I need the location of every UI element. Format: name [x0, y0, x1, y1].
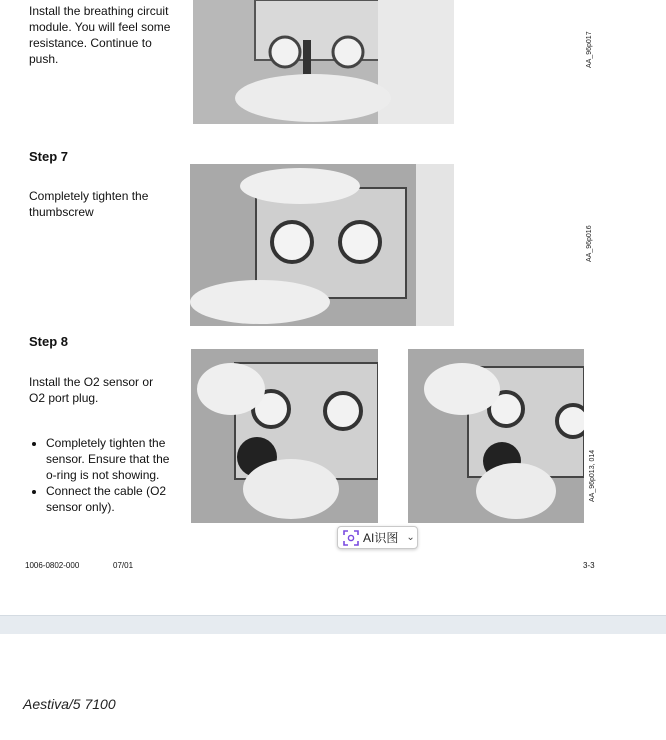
step7-heading: Step 7	[29, 149, 69, 164]
step8-photo-right	[408, 349, 584, 523]
step7-photo	[190, 164, 454, 326]
step8-heading: Step 8	[29, 334, 69, 349]
next-page	[0, 634, 666, 740]
scan-icon	[343, 530, 359, 546]
step8-bullet-list	[29, 435, 181, 515]
ai-button-label: AI识图	[363, 531, 399, 545]
step8-instruction: Install the O2 sensor or O2 port plug.	[29, 375, 154, 405]
ai-recognize-button[interactable]	[337, 526, 418, 549]
step6-figure-code: AA_96p017	[586, 31, 593, 68]
doc-date: 07/01	[113, 561, 134, 570]
chevron-down-icon: ⌄	[406, 532, 415, 543]
thumbscrew-image	[190, 164, 454, 326]
list-item: • Completely tighten the sensor. Ensure that the o-ring is not showing.	[46, 435, 181, 483]
step8-figure-code: AA_96p013, 014	[589, 449, 596, 502]
breathing-module-image	[193, 0, 454, 124]
list-item: • Connect the cable (O2 sensor only).	[46, 483, 181, 515]
next-page-title: Aestiva/5 7100	[23, 696, 116, 712]
o2-sensor-image	[191, 349, 378, 523]
step7-figure-code: AA_96p016	[586, 225, 593, 262]
page-number: 3-3	[583, 561, 595, 570]
step6-photo	[193, 0, 454, 124]
step8-photo-left	[191, 349, 378, 523]
page-separator	[0, 615, 666, 635]
step6-instruction: Install the breathing circuit module. You will feel some resistance. Continue to push.	[29, 4, 171, 66]
o2-cable-image	[408, 349, 584, 523]
step7-instruction: Completely tighten the thumbscrew	[29, 189, 149, 219]
doc-number: 1006-0802-000	[25, 561, 80, 570]
